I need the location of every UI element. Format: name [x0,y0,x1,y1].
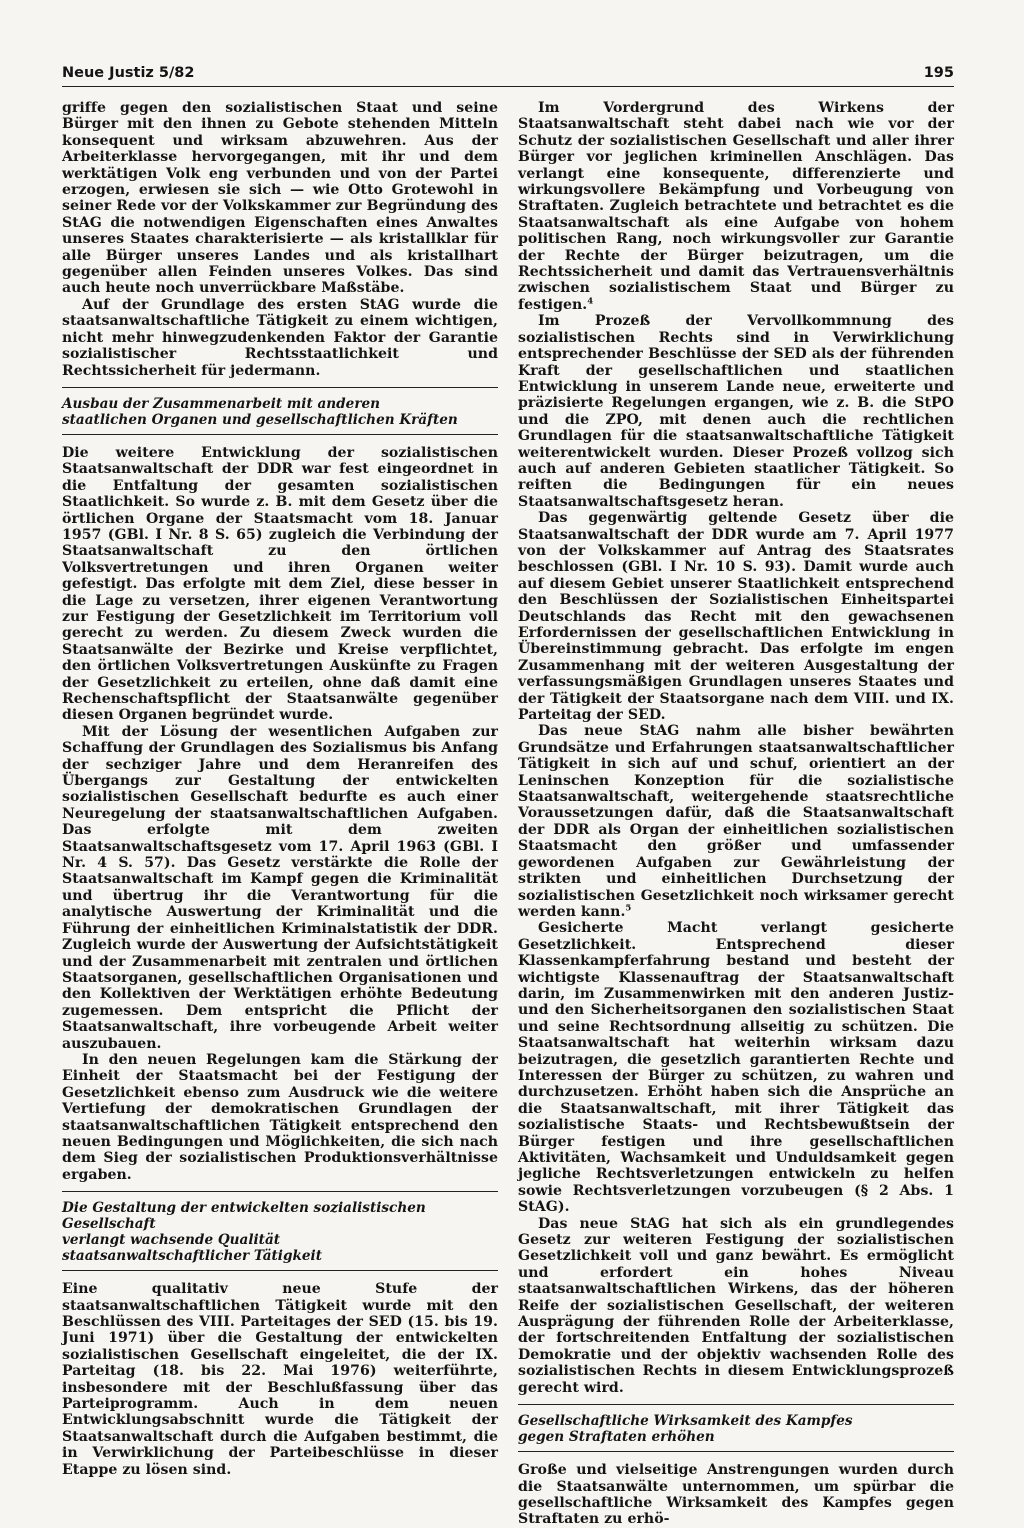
paragraph [518,100,954,313]
footnote-marker: 5 [625,903,632,914]
paragraph: Das neue StAG hat sich als ein grundlegendes Gesetz zur weiteren Festigung der sozialistischen Gesetzlichkeit voll und ganz bewährt. Es ermöglicht und erfordert ein hohes Niveau staatsanwaltschaftlichen Wirkens, das der höheren Reife der sozialistischen Gesellschaft, der weiteren Ausprägung der führenden Rolle der Arbeiterklasse, der fortschreitenden Entfaltung der sozialistischen Demokratie und der objektiv wachsenden Rolle des sozialistischen Rechts in diesem Entwicklungsprozeß gerecht wird. [518,1215,954,1396]
paragraph-text: Im Vordergrund des Wirkens der Staatsanwaltschaft steht dabei nach wie vor der Schutz der sozialistischen Gesellschaft und aller ihrer Bürger vor jeglichen kriminellen Anschlägen. Das verlangt eine konsequente, differenzierte und wirkungsvollere Bekämpfung und Vorbeugung von Straftaten. Zugleich betrachtete und betrachtet es die Staatsanwaltschaft als eine Aufgabe von hohem politischen Rang, noch wirkungsvoller zur Garantie der Rechte der Bürger beizutragen, um die Rechtssicherheit und damit das Vertrauensverhältnis zwischen sozialistischem Staat und Bürger zu festigen. [518,100,954,313]
heading-line: Gesellschaftliche Wirksamkeit des Kampfes [518,1413,853,1430]
paragraph: Große und vielseitige Anstrengungen wurden durch die Staatsanwälte unternommen, um spürbar die gesellschaftliche Wirksamkeit des Kampfes gegen Straftaten zu erhö- [518,1462,954,1528]
section-heading [62,1191,498,1271]
heading-line: gegen Straftaten erhöhen [518,1429,715,1446]
paragraph: Im Prozeß der Vervollkommnung des sozialistischen Rechts sind in Verwirklichung entsprechender Beschlüsse der SED als der führenden Kraft der gesellschaftlichen und staatlichen Entwicklung in unserem Lande neue, erweiterte und präzisierte Regelungen ergangen, wie z. B. die StPO und die ZPO, mit denen auch die rechtlichen Grundlagen für die staatsanwaltschaftliche Tätigkeit weiterentwickelt wurden. Dieser Prozeß vollzog sich auch auf anderen Gebieten staatlicher Tätigkeit. So reiften die Bedingungen für ein neues Staatsanwaltschaftsgesetz heran. [518,313,954,510]
paragraph: Das gegenwärtig geltende Gesetz über die Staatsanwaltschaft der DDR wurde am 7. April 1977 von der Volkskammer auf Antrag des Staatsrates beschlossen (GBl. I Nr. 10 S. 93). Damit wurde auch auf diesem Gebiet unserer Staatlichkeit entsprechend den Beschlüssen der Sozialistischen Einheitspartei Deutschlands das Recht mit den gewachsenen Erfordernissen der gesellschaftlichen Entwicklung in Übereinstimmung gebracht. Das erfolgte im engen Zusammenhang mit der weiteren Ausgestaltung der verfassungsmäßigen Grundlagen unseres Staates und der Tätigkeit der Staatsorgane nach dem VIII. und IX. Parteitag der SED. [518,510,954,724]
paragraph-text: Das neue StAG nahm alle bisher bewährten Grundsätze und Erfahrungen staatsanwaltschaftlicher Tätigkeit in sich auf und schuf, orientiert an der Leninschen Konzeption für die sozialistische Staatsanwaltschaft, weitergehende staatsrechtliche Voraussetzungen dafür, daß die Staatsanwaltschaft der DDR als Organ der einheitlichen sozialistischen Staatsmacht den größer und umfassender gewordenen Aufgaben zur Gewährleistung der strikten und einheitlichen Durchsetzung der sozialistischen Gesetzlichkeit noch wirksamer gerecht werden kann. [518,723,954,920]
section-heading [518,1404,954,1452]
paragraph: Eine qualitativ neue Stufe der staatsanwaltschaftlichen Tätigkeit wurde mit den Beschlüssen des VIII. Parteitages der SED (15. bis 19. Juni 1971) über die Gestaltung der entwickelten sozialistischen Gesellschaft eingeleitet, die der IX. Parteitag (18. bis 22. Mai 1976) weiterführte, insbesondere mit der Beschlußfassung über das Parteiprogramm. Auch in dem neuen Entwicklungsabschnitt wurde die Tätigkeit der Staatsanwaltschaft durch die Aufgaben bestimmt, die in Verwirklichung der Parteibeschlüsse in dieser Etappe zu lösen sind. [62,1281,498,1478]
page-number: 195 [923,65,954,81]
paragraph: Gesicherte Macht verlangt gesicherte Gesetzlichkeit. Entsprechend dieser Klassenkampferfahrung bestand und besteht der wichtigste Klassenauftrag der Staatsanwaltschaft darin, im Zusammenwirken mit den anderen Justiz- und den Sicherheitsorganen den sozialistischen Staat und seine Rechtsordnung allseitig zu schützen. Die Staatsanwaltschaft hat weiterhin wirksam dazu beizutragen, die gesetzlich garantierten Rechte und Interessen der Bürger zu schützen, zu wahren und durchzusetzen. Erhöht haben sich die Ansprüche an die Staatsanwaltschaft, mit ihrer Tätigkeit das sozialistische Staats- und Rechtsbewußtsein der Bürger festigen und ihre gesellschaftlichen Aktivitäten, Wachsamkeit und Unduldsamkeit gegen jegliche Rechtsverletzungen entwickeln zu helfen sowie Rechtsverletzungen vorzubeugen (§ 2 Abs. 1 StAG). [518,920,954,1216]
paragraph: griffe gegen den sozialistischen Staat und seine Bürger mit den ihnen zu Gebote stehenden Mitteln konsequent und wirksam abzuwehren. Aus der Arbeiterklasse hervorgegangen, mit ihr und dem werktätigen Volk eng verbunden und von der Partei erzogen, erwiesen sie sich — wie Otto Grotewohl in seiner Rede vor der Volkskammer zur Begründung des StAG die notwendigen Eigenschaften eines Anwaltes unseres Staates charakterisierte — als kristallklar für alle Bürger unseres Landes und als kristallhart gegenüber allen Feinden unseres Volkes. Das sind auch heute noch unverrückbare Maßstäbe. [62,100,498,297]
right-column [518,100,954,1528]
heading-line: staatlichen Organen und gesellschaftlichen Kräften [62,411,458,428]
heading-line: staatsanwaltschaftlicher Tätigkeit [62,1248,322,1265]
heading-line: Ausbau der Zusammenarbeit mit anderen [62,395,381,412]
paragraph: Die weitere Entwicklung der sozialistischen Staatsanwaltschaft der DDR war fest eingeordnet in die Entfaltung der gesamten sozialistischen Staatlichkeit. So wurde z. B. mit dem Gesetz über die örtlichen Organe der Staatsmacht vom 18. Januar 1957 (GBl. I Nr. 8 S. 65) zugleich die Verbindung der Staatsanwaltschaft zu den örtlichen Volksvertretungen und ihren Organen weiter gefestigt. Das erfolgte mit dem Ziel, diese besser in die Lage zu versetzen, ihrer eigenen Verantwortung zur Festigung der Gesetzlichkeit im Territorium voll gerecht zu werden. Zu diesem Zweck wurden die Staatsanwälte der Bezirke und Kreise verpflichtet, den örtlichen Volksvertretungen Auskünfte zu Fragen der Gesetzlichkeit zu erteilen, ohne daß damit eine Rechenschaftspflicht der Staatsanwälte gegenüber diesen Organen begründet wurde. [62,444,498,724]
paragraph [518,723,954,920]
paragraph: Mit der Lösung der wesentlichen Aufgaben zur Schaffung der Grundlagen des Sozialismus bis Anfang der sechziger Jahre und dem Heranreifen des Übergangs zur Gestaltung der entwickelten sozialistischen Gesellschaft bedurfte es auch einer Neuregelung der staatsanwaltschaftlichen Aufgaben. Das erfolgte mit dem zweiten Staatsanwaltschaftsgesetz vom 17. April 1963 (GBl. I Nr. 4 S. 57). Das Gesetz verstärkte die Rolle der Staatsanwaltschaft im Kampf gegen die Kriminalität und übertrug ihr die Verantwortung für die analytische Auswertung der Kriminalität und die Führung der einheitlichen Kriminalstatistik der DDR. Zugleich wurde der Auswertung der Aufsichtstätigkeit und der Zusammenarbeit mit zentralen und örtlichen Staatsorganen, gesellschaftlichen Organisationen und den Kollektiven der Werktätigen erhöhte Bedeutung zugemessen. Dem entspricht die Pflicht der Staatsanwaltschaft, ihre vorbeugende Arbeit weiter auszubauen. [62,723,498,1052]
section-heading [62,387,498,435]
heading-line: Die Gestaltung der entwickelten sozialistischen Gesellschaft [62,1200,426,1233]
left-column [62,100,498,1478]
heading-line: verlangt wachsende Qualität [62,1232,281,1249]
running-header [62,64,954,87]
footnote-marker: 4 [587,296,594,307]
paragraph: In den neuen Regelungen kam die Stärkung der Einheit der Staatsmacht bei der Festigung der Gesetzlichkeit ebenso zum Ausdruck wie die weitere Vertiefung der demokratischen Grundlagen der staatsanwaltschaftlichen Tätigkeit entsprechend den neuen Bedingungen und Möglichkeiten, die sich nach dem Sieg der sozialistischen Produktionsverhältnisse ergaben. [62,1051,498,1183]
journal-issue: Neue Justiz 5/82 [62,65,195,81]
paragraph: Auf der Grundlage des ersten StAG wurde die staatsanwaltschaftliche Tätigkeit zu einem wichtigen, nicht mehr hinwegzudenkenden Faktor der Garantie sozialistischer Rechtsstaatlichkeit und Rechtssicherheit für jedermann. [62,296,498,379]
